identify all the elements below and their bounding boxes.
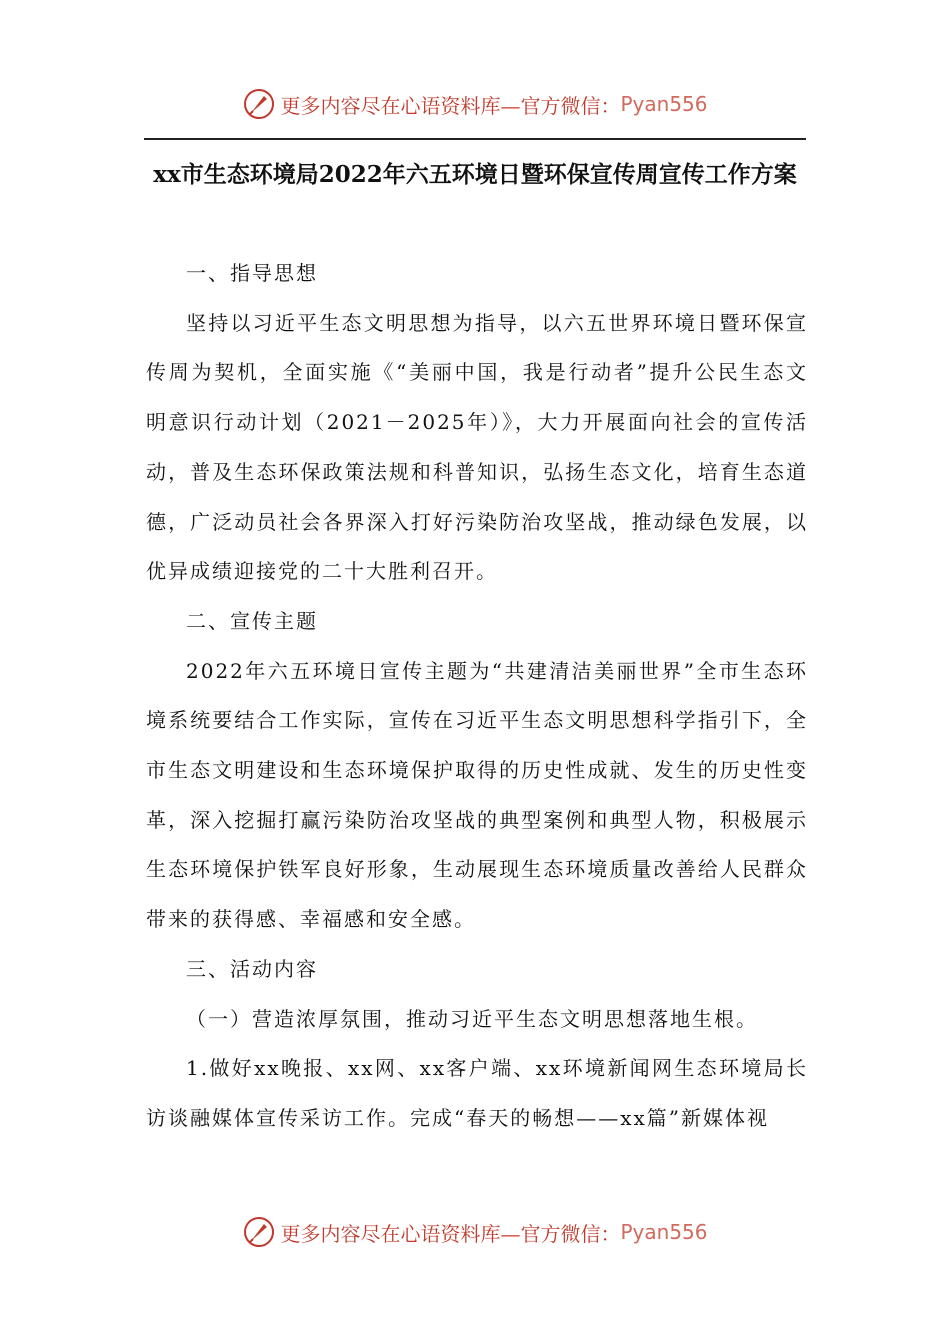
quill-pen-icon: [242, 1215, 276, 1249]
watermark-wechat-id: Pyan556: [620, 92, 708, 116]
paragraph-theme: 2022年六五环境日宣传主题为“共建清洁美丽世界”全市生态环境系统要结合工作实际，宣传在习近平生态文明思想科学指引下，全市生态文明建设和生态环境保护取得的历史性成就、发生的历史性变革，深入挖掘打赢污染防治攻坚战的典型案例和典型人物，积极展示生态环境保护铁军良好形象，生动展现生态环境质量改善给人民群众带来的获得感、幸福感和安全感。: [146, 658, 808, 932]
header-divider: [144, 138, 806, 140]
document-body: [146, 249, 808, 1144]
document-title: xx市生态环境局2022年六五环境日暨环保宣传周宣传工作方案: [153, 161, 797, 188]
footer-watermark: [0, 1212, 950, 1252]
watermark-site-text: 更多内容尽在心语资料库—官方微信：: [280, 93, 621, 118]
section-heading-guiding-ideology: 一、指导思想: [186, 261, 318, 285]
paragraph-item-1: 1.做好xx晚报、xx网、xx客户端、xx环境新闻网生态环境局长访谈融媒体宣传采访工作。完成“春天的畅想——xx篇”新媒体视: [146, 1056, 808, 1130]
section-heading-theme: 二、宣传主题: [186, 608, 318, 633]
paragraph-guiding-ideology: 坚持以习近平生态文明思想为指导，以六五世界环境日暨环保宣传周为契机，全面实施《“美丽中国，我是行动者”提升公民生态文明意识行动计划（2021－2025年）》，大力开展面向社会的宣传活动，普及生态环保政策法规和科普知识，弘扬生态文化，培育生态道德，广泛动员社会各界深入打好污染防治攻坚战，推动绿色发展，以优异成绩迎接党的二十大胜利召开。: [146, 310, 808, 584]
watermark-site-text: 更多内容尽在心语资料库—官方微信：: [280, 1221, 621, 1246]
section-heading-activities: 三、活动内容: [186, 956, 318, 981]
header-watermark: [0, 84, 950, 124]
quill-pen-icon: [242, 87, 276, 121]
watermark-wechat-id: Pyan556: [620, 1220, 708, 1244]
subsection-heading-atmosphere: （一）营造浓厚氛围，推动习近平生态文明思想落地生根。: [186, 1006, 758, 1031]
